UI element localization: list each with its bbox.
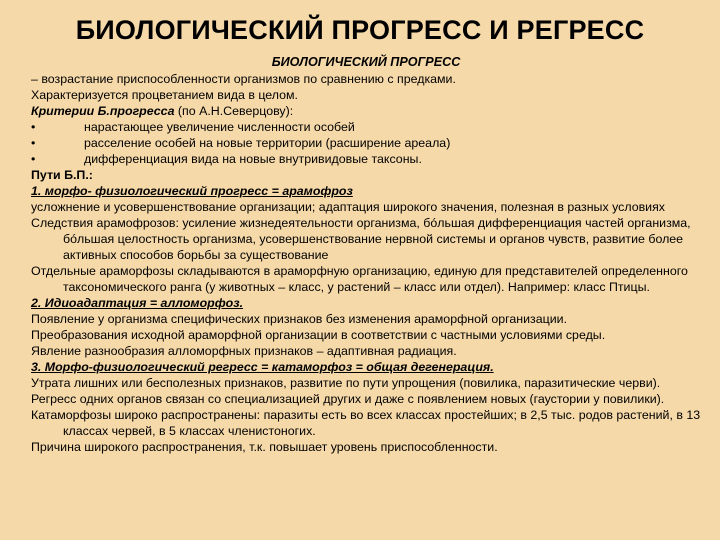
criteria-source: (по А.Н.Северцову):	[174, 104, 294, 118]
definition-line: – возрастание приспособленности организмов по сравнению с предками.	[31, 72, 456, 86]
criteria-item	[31, 119, 701, 135]
bullet-icon: •	[31, 136, 36, 150]
way-2-line-2: Преобразования исходной араморфной организации в соответствии с частными условиями среды.	[31, 328, 606, 342]
slide-title: БИОЛОГИЧЕСКИЙ ПРОГРЕСС И РЕГРЕСС	[75, 15, 645, 45]
criteria-item-text: нарастающее увеличение численности особей	[84, 120, 355, 134]
way-2-line-3: Явление разнообразия алломорфных признаков – адаптивная радиация.	[31, 344, 457, 358]
characterization-line: Характеризуется процветанием вида в целом.	[31, 88, 299, 102]
criteria-item	[31, 151, 701, 167]
way-3-line-3: Катаморфозы широко распространены: паразиты есть во всех классах простейших; в 2,5 тыс. родов растений, в 13 классах червей, в 5 классах членистоногих.	[31, 408, 701, 438]
section-subtitle: БИОЛОГИЧЕСКИЙ ПРОГРЕСС	[271, 55, 461, 69]
aromorphosis-consequences: Следствия арамофрозов: усиление жизнедеятельности организма, бóльшая дифференциация частей организма, бóльшая целостность организма, усовершенствование нервной системы и органов чувств, развитие более активных способов борьбы за существование	[31, 216, 691, 262]
bullet-icon: •	[31, 152, 36, 166]
way-3-line-2: Регресс одних органов связан со специализацией других и даже с появлением новых (гаустории у повилики).	[31, 392, 665, 406]
way-3-line-4: Причина широкого распространения, т.к. повышает уровень приспособленности.	[31, 440, 498, 454]
way-2-heading: 2. Идиоадаптация = алломорфоз.	[31, 296, 244, 310]
criteria-item-text: дифференциация вида на новые внутривидовые таксоны.	[84, 152, 422, 166]
criteria-line	[31, 103, 701, 119]
criteria-label: Критерии Б.прогресса	[31, 104, 175, 118]
way-2-line-1: Появление у организма специфических признаков без изменения араморфной организации.	[31, 312, 568, 326]
criteria-item	[31, 135, 701, 151]
bullet-icon: •	[31, 120, 36, 134]
criteria-item-text: расселение особей на новые территории (расширение ареала)	[84, 136, 451, 150]
way-3-heading: 3. Морфо-физиологический регресс = катаморфоз = общая дегенерация.	[31, 360, 494, 374]
ways-heading: Пути Б.П.:	[31, 168, 93, 182]
content-body	[31, 54, 701, 455]
way-1-heading: 1. морфо- физиологический прогресс = арамофроз	[31, 184, 353, 198]
way-1-description: усложнение и усовершенствование организации; адаптация широкого значения, полезная в разных условиях	[31, 200, 665, 214]
way-3-line-1: Утрата лишних или бесполезных признаков, развитие по пути упрощения (повилика, паразитические черви).	[31, 376, 661, 390]
aromorphosis-organization: Отдельные араморфозы складываются в араморфную организацию, единую для представителей определенного таксономического ранга (у животных – класс, у растений – класс или отдел). Например: класс Птицы.	[31, 264, 688, 294]
